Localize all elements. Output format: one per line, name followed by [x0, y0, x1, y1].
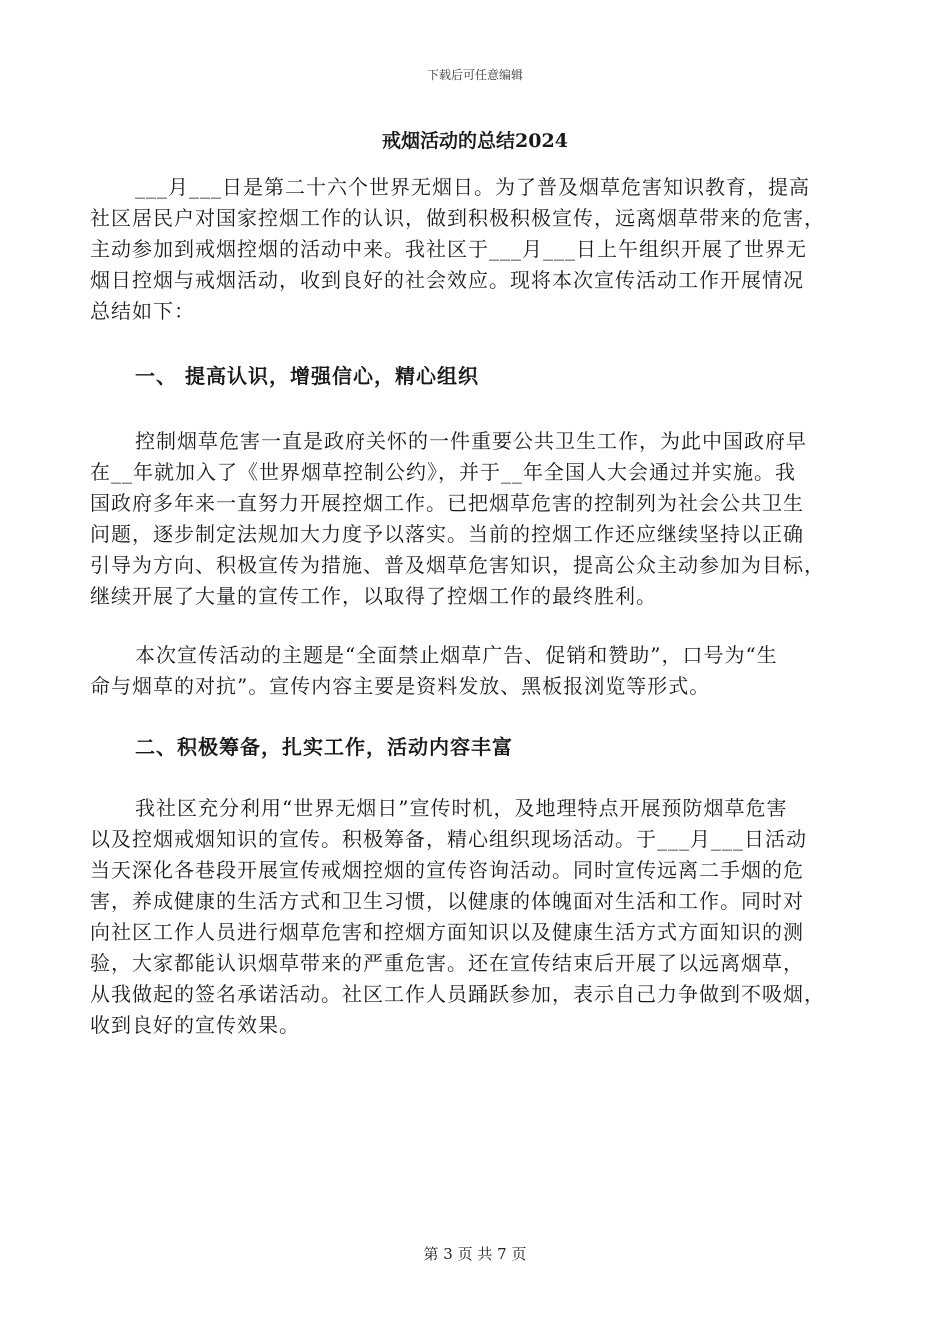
paragraph-section-1a: [90, 426, 855, 612]
text-line: 烟日控烟与戒烟活动，收到良好的社会效应。现将本次宣传活动工作开展情况: [90, 268, 804, 292]
header-note: 下载后可任意编辑: [426, 68, 523, 82]
text-line: 本次宣传活动的主题是“全面禁止烟草广告、促销和赞助”，口号为“生: [135, 643, 778, 667]
text-line: 当天深化各巷段开展宣传戒烟控烟的宣传咨询活动。同时宣传远离二手烟的危: [90, 858, 804, 882]
text-line: 害，养成健康的生活方式和卫生习惯，以健康的体魄面对生活和工作。同时对: [90, 889, 804, 913]
page-number: 第 3 页 共 7 页: [423, 1245, 527, 1263]
text-line: 控制烟草危害一直是政府关怀的一件重要公共卫生工作，为此中国政府早: [135, 429, 807, 453]
text-line: 收到良好的宣传效果。: [90, 1013, 300, 1037]
text-line: 在__年就加入了《世界烟草控制公约》，并于__年全国人大会通过并实施。我: [90, 460, 796, 484]
section-heading-1: 一、 提高认识，增强信心，精心组织: [135, 364, 479, 388]
paragraph-intro: [90, 172, 855, 327]
paragraph-section-2: [90, 793, 855, 1041]
text-line: 以及控烟戒烟知识的宣传。积极筹备，精心组织现场活动。于___月___日活动: [90, 827, 807, 851]
document-body: [90, 172, 855, 1041]
section-heading-2: 二、积极筹备，扎实工作，活动内容丰富: [135, 735, 513, 759]
text-line: ___月___日是第二十六个世界无烟日。为了普及烟草危害知识教育，提高: [135, 175, 810, 199]
paragraph-section-1b: [90, 640, 855, 702]
document-title: 戒烟活动的总结2024: [382, 130, 568, 152]
text-line: 验，大家都能认识烟草带来的严重危害。还在宣传结束后开展了以远离烟草，: [90, 951, 804, 975]
text-line: 向社区工作人员进行烟草危害和控烟方面知识以及健康生活方式方面知识的测: [90, 920, 804, 944]
text-line: 总结如下：: [90, 299, 195, 323]
text-line: 我社区充分利用“世界无烟日”宣传时机，及地理特点开展预防烟草危害: [135, 796, 788, 820]
text-line: 继续开展了大量的宣传工作，以取得了控烟工作的最终胜利。: [90, 584, 657, 608]
text-line: 主动参加到戒烟控烟的活动中来。我社区于___月___日上午组织开展了世界无: [90, 237, 807, 261]
text-line: 命与烟草的对抗”。宣传内容主要是资料发放、黑板报浏览等形式。: [90, 674, 711, 698]
text-line: 引导为方向、积极宣传为措施、普及烟草危害知识，提高公众主动参加为目标，: [90, 553, 825, 577]
text-line: 国政府多年来一直努力开展控烟工作。已把烟草危害的控制列为社会公共卫生: [90, 491, 804, 515]
text-line: 问题，逐步制定法规加大力度予以落实。当前的控烟工作还应继续坚持以正确: [90, 522, 804, 546]
text-line: 社区居民户对国家控烟工作的认识，做到积极积极宣传，远离烟草带来的危害，: [90, 206, 825, 230]
text-line: 从我做起的签名承诺活动。社区工作人员踊跃参加，表示自己力争做到不吸烟，: [90, 982, 825, 1006]
